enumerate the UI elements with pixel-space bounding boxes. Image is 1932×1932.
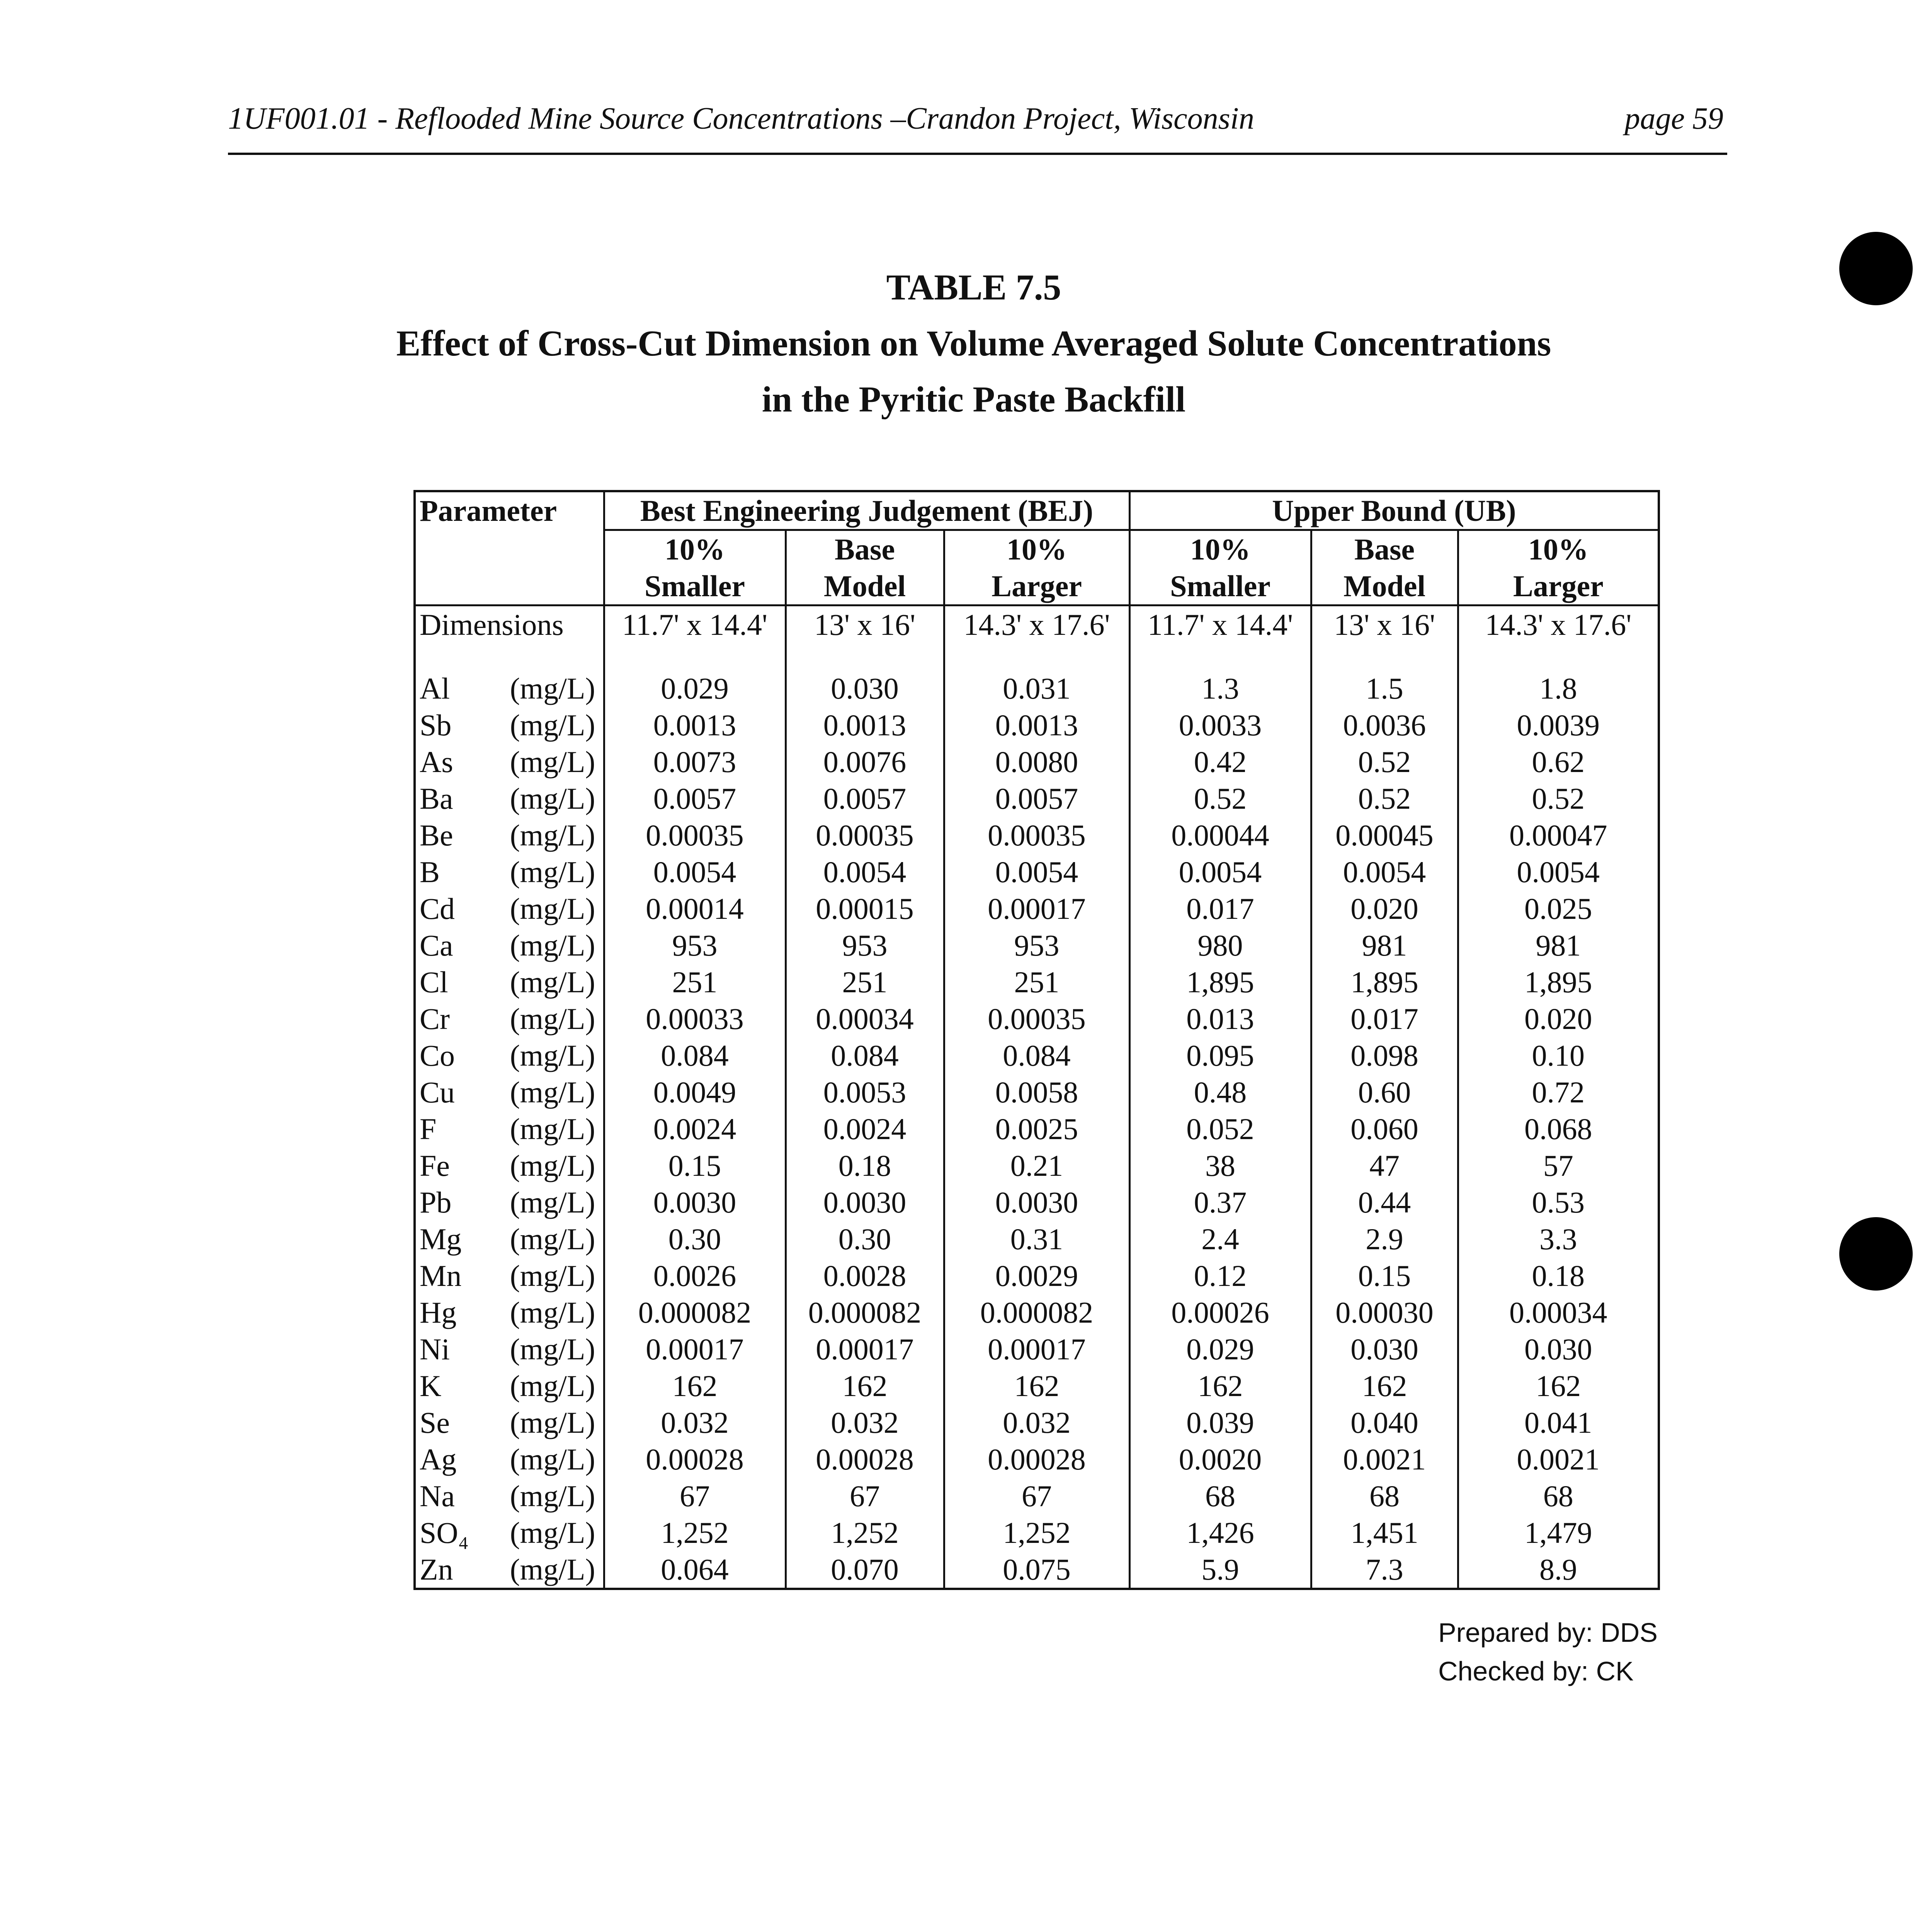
value-cell: 0.0020	[1129, 1441, 1311, 1478]
element-symbol: Al	[420, 672, 450, 705]
value-cell: 0.013	[1129, 1000, 1311, 1037]
parameter-cell	[415, 817, 604, 854]
value-cell: 0.0057	[786, 780, 944, 817]
unit-label: (mg/L)	[510, 1516, 595, 1549]
table-row	[415, 1404, 1659, 1441]
value-cell: 981	[1458, 927, 1659, 964]
dimension-cell: 13' x 16'	[786, 605, 944, 643]
value-cell: 1,895	[1311, 964, 1458, 1000]
value-cell: 1,895	[1458, 964, 1659, 1000]
value-cell: 953	[786, 927, 944, 964]
parameter-cell	[415, 1551, 604, 1589]
value-cell: 0.18	[1458, 1257, 1659, 1294]
value-cell: 0.030	[1458, 1331, 1659, 1367]
value-cell: 0.0024	[604, 1111, 786, 1147]
value-cell: 0.0076	[786, 743, 944, 780]
page-number: page 59	[1624, 102, 1723, 136]
value-cell: 0.0013	[944, 707, 1129, 743]
value-cell: 953	[604, 927, 786, 964]
table-row	[415, 1221, 1659, 1257]
value-cell: 0.0054	[604, 854, 786, 890]
element-symbol: Cr	[420, 1002, 450, 1036]
value-cell: 0.025	[1458, 890, 1659, 927]
value-cell: 0.020	[1311, 890, 1458, 927]
bej-group-header: Best Engineering Judgement (BEJ)	[604, 491, 1129, 530]
table-row	[415, 780, 1659, 817]
value-cell: 1,426	[1129, 1514, 1311, 1551]
value-cell: 8.9	[1458, 1551, 1659, 1589]
subheader-bej-larger: 10% Larger	[944, 530, 1129, 605]
dimension-cell: 11.7' x 14.4'	[604, 605, 786, 643]
value-cell: 0.30	[786, 1221, 944, 1257]
dimension-cell: 14.3' x 17.6'	[1458, 605, 1659, 643]
value-cell: 0.00014	[604, 890, 786, 927]
table-row	[415, 1000, 1659, 1037]
subheader-bej-base: Base Model	[786, 530, 944, 605]
dimensions-label: Dimensions	[420, 608, 564, 641]
value-cell: 0.029	[604, 670, 786, 707]
element-symbol: Hg	[420, 1296, 457, 1329]
table-row	[415, 1184, 1659, 1221]
unit-label: (mg/L)	[510, 708, 595, 742]
value-cell: 0.18	[786, 1147, 944, 1184]
value-cell: 57	[1458, 1147, 1659, 1184]
value-cell: 162	[786, 1367, 944, 1404]
element-symbol: Pb	[420, 1185, 452, 1219]
value-cell: 0.72	[1458, 1074, 1659, 1111]
table-row	[415, 743, 1659, 780]
value-cell: 0.017	[1129, 890, 1311, 927]
value-cell: 251	[604, 964, 786, 1000]
element-symbol: Cd	[420, 892, 455, 925]
value-cell: 67	[786, 1478, 944, 1514]
value-cell: 0.0030	[604, 1184, 786, 1221]
subheader-bej-smaller: 10% Smaller	[604, 530, 786, 605]
value-cell: 0.000082	[604, 1294, 786, 1331]
value-cell: 0.070	[786, 1551, 944, 1589]
table-number: TABLE 7.5	[886, 267, 1061, 308]
value-cell: 0.052	[1129, 1111, 1311, 1147]
unit-label: (mg/L)	[510, 745, 595, 779]
value-cell: 0.0054	[786, 854, 944, 890]
value-cell: 1.3	[1129, 670, 1311, 707]
table-row	[415, 670, 1659, 707]
table-row	[415, 964, 1659, 1000]
table-row	[415, 1111, 1659, 1147]
unit-label: (mg/L)	[510, 1075, 595, 1109]
value-cell: 0.029	[1129, 1331, 1311, 1367]
parameter-cell	[415, 1074, 604, 1111]
unit-label: (mg/L)	[510, 855, 595, 889]
table-row	[415, 1331, 1659, 1367]
parameter-header: Parameter	[420, 494, 557, 527]
punch-hole-icon	[1839, 1217, 1913, 1291]
value-cell: 0.30	[604, 1221, 786, 1257]
unit-label: (mg/L)	[510, 672, 595, 705]
element-symbol: Be	[420, 818, 453, 852]
dimension-cell: 14.3' x 17.6'	[944, 605, 1129, 643]
value-cell: 0.0053	[786, 1074, 944, 1111]
value-cell: 0.0021	[1311, 1441, 1458, 1478]
value-cell: 0.00035	[786, 817, 944, 854]
concentration-table	[413, 490, 1660, 1590]
value-cell: 0.030	[786, 670, 944, 707]
element-symbol: As	[420, 745, 453, 779]
value-cell: 251	[944, 964, 1129, 1000]
parameter-cell	[415, 964, 604, 1000]
value-cell: 5.9	[1129, 1551, 1311, 1589]
element-symbol: Na	[420, 1479, 455, 1513]
unit-label: (mg/L)	[510, 1553, 595, 1586]
value-cell: 1,895	[1129, 964, 1311, 1000]
value-cell: 0.52	[1311, 743, 1458, 780]
parameter-cell	[415, 1514, 604, 1551]
parameter-cell	[415, 1441, 604, 1478]
value-cell: 0.10	[1458, 1037, 1659, 1074]
value-cell: 0.0036	[1311, 707, 1458, 743]
value-cell: 0.0054	[944, 854, 1129, 890]
element-symbol: Ca	[420, 929, 453, 962]
value-cell: 0.084	[944, 1037, 1129, 1074]
value-cell: 0.00017	[604, 1331, 786, 1367]
prepared-by: Prepared by: DDS	[1438, 1617, 1658, 1648]
value-cell: 0.0026	[604, 1257, 786, 1294]
value-cell: 162	[604, 1367, 786, 1404]
value-cell: 0.030	[1311, 1331, 1458, 1367]
value-cell: 0.00033	[604, 1000, 786, 1037]
value-cell: 0.000082	[786, 1294, 944, 1331]
value-cell: 0.48	[1129, 1074, 1311, 1111]
value-cell: 0.37	[1129, 1184, 1311, 1221]
value-cell: 0.00028	[786, 1441, 944, 1478]
value-cell: 0.0057	[604, 780, 786, 817]
element-symbol: Ni	[420, 1332, 450, 1366]
parameter-cell	[415, 1331, 604, 1367]
value-cell: 2.4	[1129, 1221, 1311, 1257]
parameter-cell	[415, 1037, 604, 1074]
parameter-cell	[415, 707, 604, 743]
element-symbol: Ag	[420, 1442, 457, 1476]
parameter-cell	[415, 1221, 604, 1257]
value-cell: 0.00015	[786, 890, 944, 927]
element-symbol: K	[420, 1369, 442, 1403]
value-cell: 0.00034	[786, 1000, 944, 1037]
element-symbol: B	[420, 855, 440, 889]
value-cell: 0.53	[1458, 1184, 1659, 1221]
dimensions-row	[415, 605, 1659, 643]
value-cell: 0.00017	[944, 1331, 1129, 1367]
spacer-row	[415, 643, 1659, 670]
value-cell: 0.017	[1311, 1000, 1458, 1037]
value-cell: 0.031	[944, 670, 1129, 707]
header-rule	[228, 153, 1727, 155]
dimension-cell: 11.7' x 14.4'	[1129, 605, 1311, 643]
value-cell: 0.00028	[604, 1441, 786, 1478]
unit-label: (mg/L)	[510, 1149, 595, 1182]
parameter-cell	[415, 780, 604, 817]
value-cell: 0.52	[1458, 780, 1659, 817]
value-cell: 162	[1458, 1367, 1659, 1404]
unit-label: (mg/L)	[510, 1406, 595, 1439]
unit-label: (mg/L)	[510, 1479, 595, 1513]
value-cell: 0.098	[1311, 1037, 1458, 1074]
value-cell: 0.0024	[786, 1111, 944, 1147]
value-cell: 0.041	[1458, 1404, 1659, 1441]
table-row	[415, 1551, 1659, 1589]
value-cell: 0.075	[944, 1551, 1129, 1589]
value-cell: 68	[1311, 1478, 1458, 1514]
table-row	[415, 1478, 1659, 1514]
unit-label: (mg/L)	[510, 1002, 595, 1036]
value-cell: 0.0030	[786, 1184, 944, 1221]
table-row	[415, 890, 1659, 927]
value-cell: 0.0013	[604, 707, 786, 743]
parameter-cell	[415, 1111, 604, 1147]
unit-label: (mg/L)	[510, 1112, 595, 1146]
value-cell: 0.0057	[944, 780, 1129, 817]
value-cell: 0.60	[1311, 1074, 1458, 1111]
value-cell: 0.0054	[1129, 854, 1311, 890]
unit-label: (mg/L)	[510, 1259, 595, 1293]
table-row	[415, 707, 1659, 743]
value-cell: 47	[1311, 1147, 1458, 1184]
table-row	[415, 817, 1659, 854]
value-cell: 1,252	[944, 1514, 1129, 1551]
value-cell: 162	[1311, 1367, 1458, 1404]
table-row	[415, 1441, 1659, 1478]
value-cell: 0.0025	[944, 1111, 1129, 1147]
subheader-ub-base: Base Model	[1311, 530, 1458, 605]
value-cell: 0.00017	[786, 1331, 944, 1367]
value-cell: 0.0058	[944, 1074, 1129, 1111]
value-cell: 0.0039	[1458, 707, 1659, 743]
value-cell: 162	[1129, 1367, 1311, 1404]
value-cell: 0.44	[1311, 1184, 1458, 1221]
value-cell: 0.0029	[944, 1257, 1129, 1294]
unit-label: (mg/L)	[510, 929, 595, 962]
parameter-cell	[415, 854, 604, 890]
value-cell: 0.095	[1129, 1037, 1311, 1074]
table-row	[415, 854, 1659, 890]
value-cell: 0.039	[1129, 1404, 1311, 1441]
value-cell: 0.0073	[604, 743, 786, 780]
value-cell: 980	[1129, 927, 1311, 964]
value-cell: 0.0054	[1458, 854, 1659, 890]
parameter-cell	[415, 1184, 604, 1221]
table-row	[415, 1367, 1659, 1404]
value-cell: 1,252	[786, 1514, 944, 1551]
unit-label: (mg/L)	[510, 1222, 595, 1256]
ub-group-header: Upper Bound (UB)	[1129, 491, 1659, 530]
value-cell: 1,451	[1311, 1514, 1458, 1551]
document-header-title: 1UF001.01 - Reflooded Mine Source Concentrations –Crandon Project, Wisconsin	[228, 102, 1254, 136]
parameter-cell	[415, 1294, 604, 1331]
unit-label: (mg/L)	[510, 782, 595, 815]
element-symbol: Se	[420, 1406, 450, 1439]
subheader-ub-larger: 10% Larger	[1458, 530, 1659, 605]
value-cell: 2.9	[1311, 1221, 1458, 1257]
group-header-row	[415, 491, 1659, 530]
value-cell: 0.00030	[1311, 1294, 1458, 1331]
table-subtitle: in the Pyritic Paste Backfill	[762, 379, 1186, 420]
value-cell: 7.3	[1311, 1551, 1458, 1589]
unit-label: (mg/L)	[510, 1332, 595, 1366]
value-cell: 0.00028	[944, 1441, 1129, 1478]
parameter-cell	[415, 1147, 604, 1184]
parameter-cell	[415, 670, 604, 707]
dimension-cell: 13' x 16'	[1311, 605, 1458, 643]
value-cell: 0.00035	[944, 1000, 1129, 1037]
value-cell: 0.00045	[1311, 817, 1458, 854]
table-title: Effect of Cross-Cut Dimension on Volume Averaged Solute Concentrations	[396, 323, 1551, 364]
unit-label: (mg/L)	[510, 1039, 595, 1072]
element-symbol: Cu	[420, 1075, 455, 1109]
sign-off	[1438, 1613, 1658, 1690]
value-cell: 0.52	[1311, 780, 1458, 817]
parameter-cell	[415, 1404, 604, 1441]
parameter-cell	[415, 1000, 604, 1037]
value-cell: 0.0028	[786, 1257, 944, 1294]
value-cell: 0.0054	[1311, 854, 1458, 890]
value-cell: 0.42	[1129, 743, 1311, 780]
element-symbol: Fe	[420, 1149, 450, 1182]
parameter-cell	[415, 927, 604, 964]
value-cell: 67	[604, 1478, 786, 1514]
value-cell: 0.0030	[944, 1184, 1129, 1221]
parameter-cell	[415, 1478, 604, 1514]
value-cell: 1.8	[1458, 670, 1659, 707]
value-cell: 0.00017	[944, 890, 1129, 927]
value-cell: 0.62	[1458, 743, 1659, 780]
value-cell: 0.00035	[604, 817, 786, 854]
unit-label: (mg/L)	[510, 1296, 595, 1329]
parameter-cell	[415, 743, 604, 780]
value-cell: 0.21	[944, 1147, 1129, 1184]
element-symbol: Ba	[420, 782, 453, 815]
value-cell: 0.032	[604, 1404, 786, 1441]
value-cell: 0.52	[1129, 780, 1311, 817]
unit-label: (mg/L)	[510, 1185, 595, 1219]
element-symbol: SO₄	[420, 1516, 469, 1549]
value-cell: 0.0049	[604, 1074, 786, 1111]
value-cell: 0.0021	[1458, 1441, 1659, 1478]
value-cell: 0.040	[1311, 1404, 1458, 1441]
table-row	[415, 1294, 1659, 1331]
value-cell: 0.12	[1129, 1257, 1311, 1294]
value-cell: 1,252	[604, 1514, 786, 1551]
value-cell: 251	[786, 964, 944, 1000]
value-cell: 0.00047	[1458, 817, 1659, 854]
value-cell: 0.15	[604, 1147, 786, 1184]
value-cell: 953	[944, 927, 1129, 964]
value-cell: 162	[944, 1367, 1129, 1404]
value-cell: 0.00034	[1458, 1294, 1659, 1331]
value-cell: 0.0033	[1129, 707, 1311, 743]
value-cell: 3.3	[1458, 1221, 1659, 1257]
value-cell: 68	[1129, 1478, 1311, 1514]
unit-label: (mg/L)	[510, 818, 595, 852]
unit-label: (mg/L)	[510, 1442, 595, 1476]
value-cell: 0.31	[944, 1221, 1129, 1257]
table-row	[415, 1257, 1659, 1294]
value-cell: 0.084	[786, 1037, 944, 1074]
checked-by: Checked by: CK	[1438, 1656, 1634, 1686]
element-symbol: F	[420, 1112, 437, 1146]
table-row	[415, 1147, 1659, 1184]
parameter-cell	[415, 890, 604, 927]
value-cell: 0.15	[1311, 1257, 1458, 1294]
element-symbol: Co	[420, 1039, 455, 1072]
table-row	[415, 1037, 1659, 1074]
value-cell: 0.00026	[1129, 1294, 1311, 1331]
unit-label: (mg/L)	[510, 965, 595, 999]
element-symbol: Zn	[420, 1553, 453, 1586]
parameter-cell	[415, 1257, 604, 1294]
value-cell: 0.032	[944, 1404, 1129, 1441]
value-cell: 0.00044	[1129, 817, 1311, 854]
value-cell: 0.000082	[944, 1294, 1129, 1331]
value-cell: 0.032	[786, 1404, 944, 1441]
table-row	[415, 1074, 1659, 1111]
subheader-ub-smaller: 10% Smaller	[1129, 530, 1311, 605]
value-cell: 38	[1129, 1147, 1311, 1184]
element-symbol: Cl	[420, 965, 448, 999]
value-cell: 1.5	[1311, 670, 1458, 707]
value-cell: 0.00035	[944, 817, 1129, 854]
value-cell: 0.0080	[944, 743, 1129, 780]
parameter-cell	[415, 1367, 604, 1404]
value-cell: 0.068	[1458, 1111, 1659, 1147]
element-symbol: Mn	[420, 1259, 462, 1293]
value-cell: 981	[1311, 927, 1458, 964]
table-row	[415, 1514, 1659, 1551]
value-cell: 1,479	[1458, 1514, 1659, 1551]
value-cell: 68	[1458, 1478, 1659, 1514]
value-cell: 67	[944, 1478, 1129, 1514]
element-symbol: Mg	[420, 1222, 462, 1256]
value-cell: 0.020	[1458, 1000, 1659, 1037]
table-row	[415, 927, 1659, 964]
value-cell: 0.064	[604, 1551, 786, 1589]
element-symbol: Sb	[420, 708, 452, 742]
unit-label: (mg/L)	[510, 1369, 595, 1403]
value-cell: 0.084	[604, 1037, 786, 1074]
unit-label: (mg/L)	[510, 892, 595, 925]
value-cell: 0.0013	[786, 707, 944, 743]
value-cell: 0.060	[1311, 1111, 1458, 1147]
